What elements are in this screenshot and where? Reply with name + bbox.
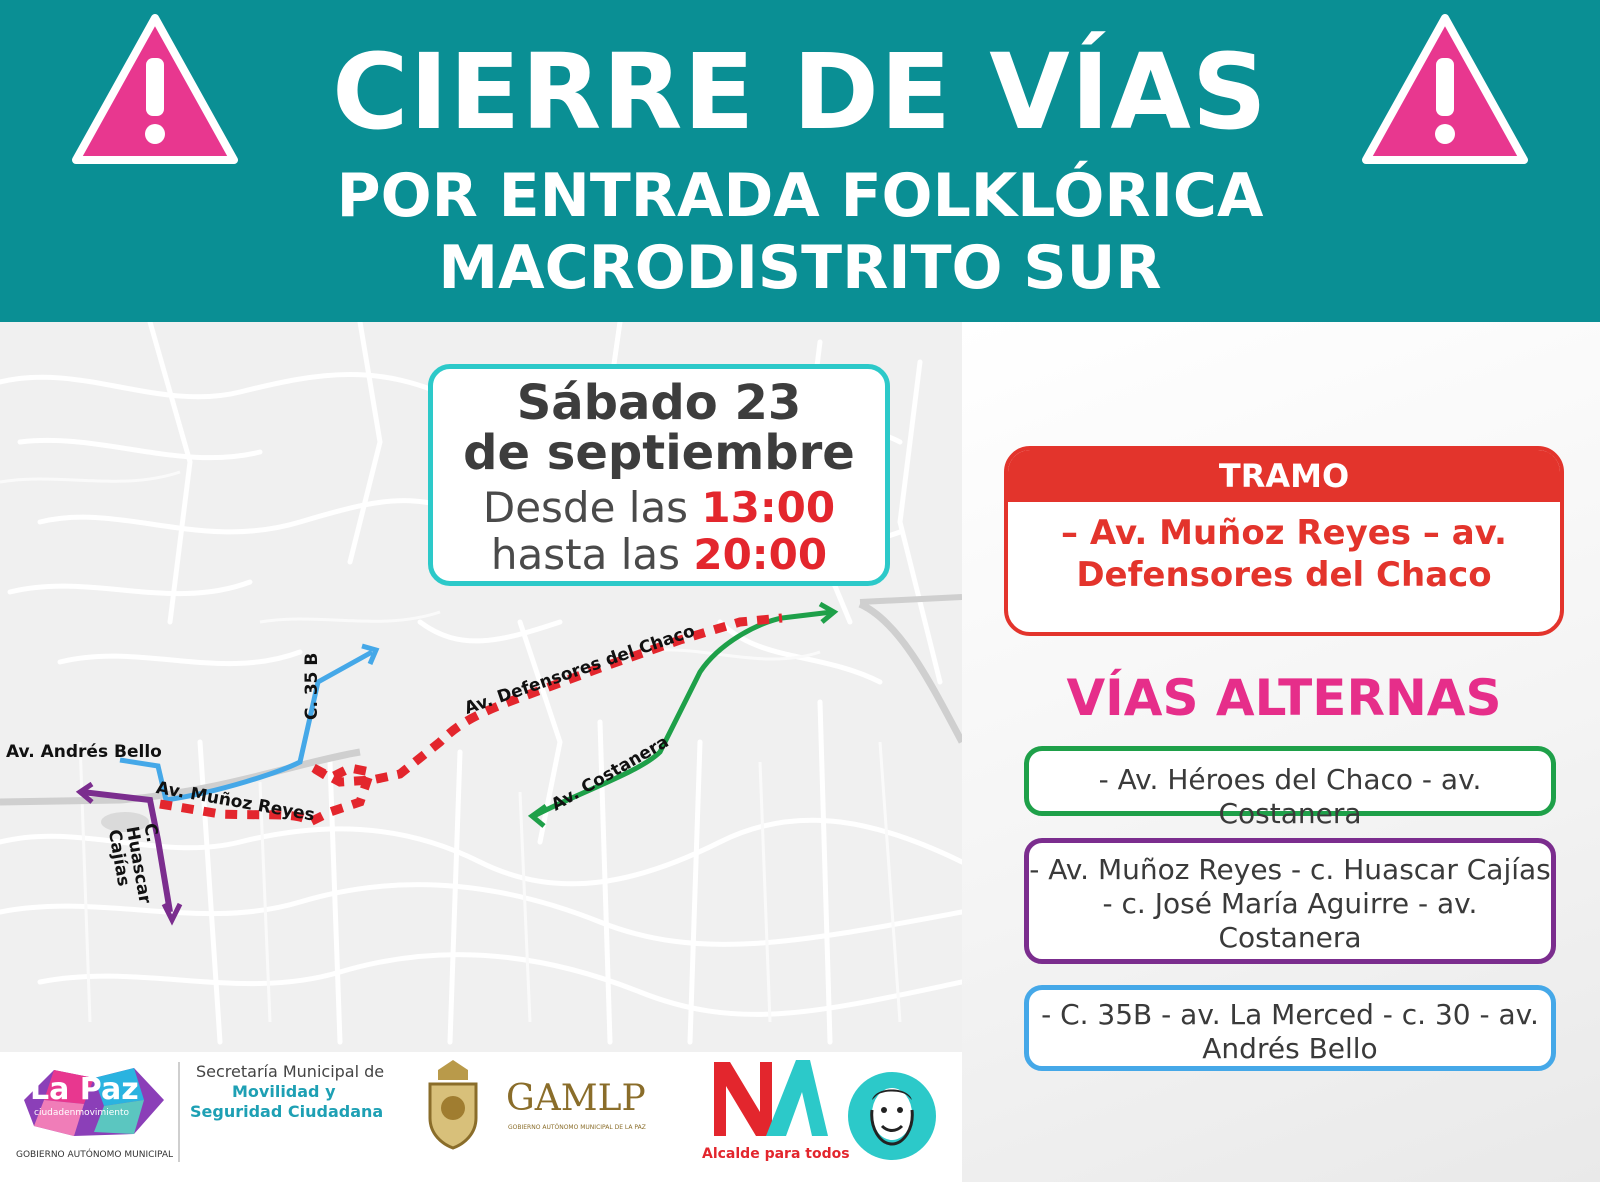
date-month: de septiembre bbox=[463, 425, 855, 481]
map-label-huascar: C. Huascar Cajías bbox=[103, 821, 163, 906]
time-to-label: hasta las bbox=[490, 530, 694, 579]
map-label-defensores: Av. Defensores del Chaco bbox=[462, 621, 698, 719]
alternates-heading: VÍAS ALTERNAS bbox=[1066, 669, 1502, 727]
secretaria-line3: Seguridad Ciudadana bbox=[190, 1102, 384, 1121]
gamlp-subtext: GOBIERNO AUTÓNOMO MUNICIPAL DE LA PAZ bbox=[508, 1124, 646, 1131]
alternate-route-purple: - Av. Muñoz Reyes - c. Huascar Cajías - c. José María Aguirre - av. Costanera bbox=[1024, 838, 1556, 964]
page-subtitle: POR ENTRADA FOLKLÓRICA bbox=[336, 161, 1264, 231]
alternate-route-blue: - C. 35B - av. La Merced - c. 30 - av. Andrés Bello bbox=[1024, 985, 1556, 1071]
divider bbox=[178, 1062, 180, 1162]
la-paz-gov-label: GOBIERNO AUTÓNOMO MUNICIPAL bbox=[16, 1150, 174, 1160]
alternate-route-green: - Av. Héroes del Chaco - av. Costanera bbox=[1024, 746, 1556, 816]
map-label-andres-bello: Av. Andrés Bello bbox=[6, 742, 162, 762]
footer-logos bbox=[0, 1052, 962, 1182]
tramo-heading: TRAMO bbox=[1008, 450, 1560, 502]
gamlp-logo-text: GAMLP bbox=[506, 1078, 646, 1119]
time-to bbox=[433, 531, 885, 579]
time-to-value: 20:00 bbox=[693, 530, 828, 579]
time-from bbox=[433, 484, 885, 532]
secretaria-line2: Movilidad y bbox=[232, 1082, 336, 1101]
la-paz-logo-text: La Paz bbox=[30, 1072, 139, 1107]
map-label-costanera: Av. Costanera bbox=[548, 732, 673, 816]
time-from-value: 13:00 bbox=[701, 483, 836, 532]
map-label-munoz-reyes: Av. Muñoz Reyes bbox=[154, 778, 317, 826]
page-title: CIERRE DE VÍAS bbox=[332, 31, 1268, 153]
time-from-label: Desde las bbox=[482, 483, 702, 532]
date-day: Sábado 23 bbox=[516, 375, 802, 431]
alcalde-tagline: Alcalde para todos bbox=[702, 1146, 850, 1162]
map-label-c35b: C. 35 B bbox=[302, 652, 322, 720]
header-banner bbox=[0, 0, 1600, 322]
date-time-box bbox=[428, 364, 890, 586]
mayor-portrait-icon bbox=[846, 1070, 938, 1162]
tramo-text: – Av. Muñoz Reyes – av. Defensores del Chaco bbox=[1061, 513, 1507, 595]
page-subtitle-district: MACRODISTRITO SUR bbox=[438, 233, 1162, 303]
alcalde-logo bbox=[710, 1056, 830, 1140]
tramo-box bbox=[1004, 446, 1564, 636]
la-paz-tagline: ciudadenmovimiento bbox=[34, 1108, 129, 1118]
gamlp-crest-icon bbox=[418, 1056, 488, 1152]
secretaria-line1: Secretaría Municipal de bbox=[196, 1062, 385, 1081]
